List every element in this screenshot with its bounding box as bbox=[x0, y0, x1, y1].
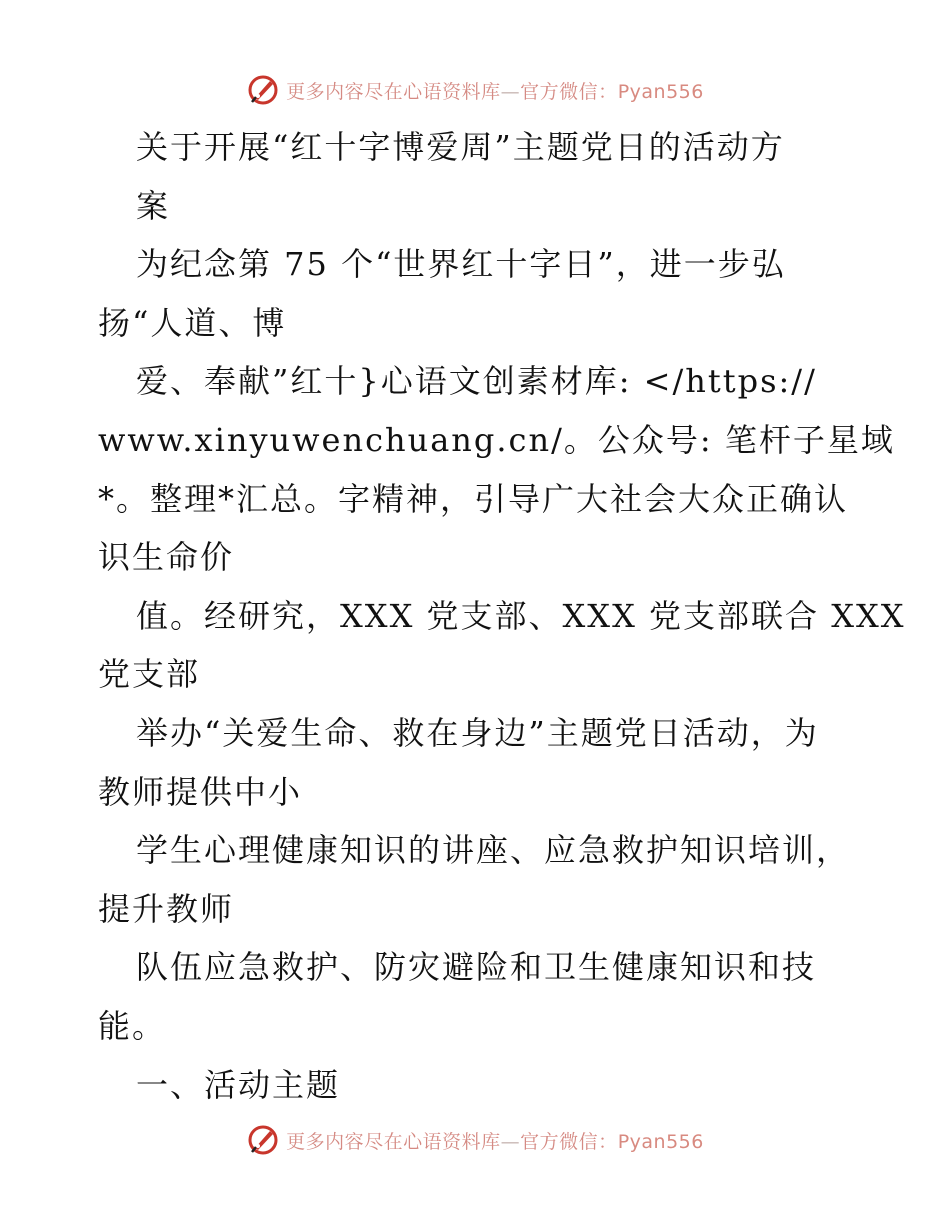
watermark-wechat-id: Pyan556 bbox=[617, 80, 704, 103]
watermark-text bbox=[286, 77, 704, 104]
watermark-text bbox=[286, 1127, 704, 1154]
text-line: 党支部 bbox=[98, 655, 201, 694]
watermark-banner-bottom bbox=[0, 1120, 950, 1160]
text-line: 学生心理健康知识的讲座、应急救护知识培训， bbox=[136, 831, 851, 870]
watermark-separator: — bbox=[500, 80, 521, 103]
watermark-banner-top bbox=[0, 70, 950, 110]
text-line: www.xinyuwenchuang.cn/。公众号: 笔杆子星域 bbox=[98, 420, 895, 459]
text-line: 关于开展“红十字博爱周”主题党日的活动方 bbox=[136, 128, 785, 166]
document-body bbox=[98, 118, 906, 1114]
text-line: 提升教师 bbox=[98, 889, 235, 928]
text-line: 举办“关爱生命、救在身边”主题党日活动，为 bbox=[136, 713, 819, 752]
watermark-wechat-label: 官方微信： bbox=[520, 80, 618, 103]
watermark-wechat-label: 官方微信： bbox=[520, 1130, 618, 1153]
watermark-separator: — bbox=[500, 1130, 521, 1153]
text-line: 教师提供中小 bbox=[98, 772, 303, 811]
text-line: 案 bbox=[136, 186, 171, 225]
text-line: 一、活动主题 bbox=[136, 1065, 341, 1104]
text-line: 值。经研究，XXX 党支部、XXX 党支部联合 XXX bbox=[136, 596, 906, 635]
text-line: 能。 bbox=[98, 1006, 167, 1045]
watermark-wechat-id: Pyan556 bbox=[617, 1130, 704, 1153]
text-line: 为纪念第 75 个“世界红十字日”，进一步弘 bbox=[136, 245, 786, 284]
watermark-site-text: 更多内容尽在心语资料库 bbox=[286, 1130, 501, 1153]
text-line: 识生命价 bbox=[98, 538, 235, 577]
text-line: 队伍应急救护、防灾避险和卫生健康知识和技 bbox=[136, 948, 817, 987]
text-line: 扬“人道、博 bbox=[98, 303, 287, 342]
watermark-site-text: 更多内容尽在心语资料库 bbox=[286, 80, 501, 103]
quill-pen-circle-icon bbox=[246, 73, 280, 107]
text-line: *。整理*汇总。字精神，引导广大社会大众正确认 bbox=[98, 479, 849, 518]
quill-pen-circle-icon bbox=[246, 1123, 280, 1157]
text-line: 爱、奉献”红十}心语文创素材库: </https:// bbox=[136, 362, 817, 401]
